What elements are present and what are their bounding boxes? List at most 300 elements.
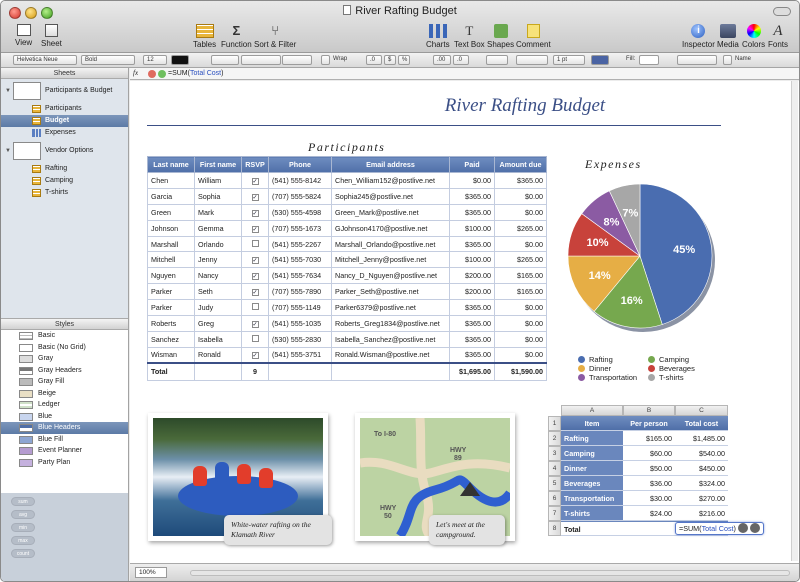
table-cell[interactable]: $365.00: [450, 347, 495, 363]
rsvp-checked-checkbox[interactable]: ✓: [252, 321, 258, 328]
cancel-formula-button[interactable]: [148, 70, 156, 78]
rafter-figure: [259, 468, 273, 488]
rsvp-checkbox-cell[interactable]: [242, 300, 269, 316]
border-select[interactable]: [486, 55, 508, 65]
table-row[interactable]: [148, 252, 547, 268]
align-left-buttons[interactable]: [211, 55, 239, 65]
format-bar: [1, 53, 799, 68]
table-row[interactable]: [148, 220, 547, 236]
rsvp-unchecked-checkbox[interactable]: [252, 240, 259, 247]
total-cell[interactable]: [332, 363, 450, 380]
table-cell[interactable]: Chen: [148, 173, 195, 189]
filter-icon: ⑂: [271, 23, 280, 38]
table-cell[interactable]: Sanchez: [148, 331, 195, 347]
table-cell[interactable]: Marshall: [148, 236, 195, 252]
accept-edit-icon[interactable]: [750, 523, 760, 533]
legend-item[interactable]: [648, 364, 695, 373]
increase-decimals-button[interactable]: .00: [433, 55, 451, 65]
legend-label: Camping: [659, 355, 690, 364]
style-item[interactable]: Basic (No Grid): [1, 342, 128, 354]
table-cell[interactable]: $270.00: [675, 491, 728, 506]
table-cell[interactable]: Green: [148, 204, 195, 220]
table-cell[interactable]: $50.00: [623, 461, 675, 476]
shapes-button[interactable]: Shapes: [487, 24, 514, 49]
row-number[interactable]: 3: [548, 446, 561, 461]
table-cell[interactable]: Parker: [148, 300, 195, 316]
table-cell[interactable]: $365.00: [495, 173, 547, 189]
style-item[interactable]: Basic: [1, 330, 128, 342]
rsvp-checkbox-cell[interactable]: [242, 331, 269, 347]
table-cell[interactable]: $165.00: [495, 284, 547, 300]
rsvp-checkbox-cell[interactable]: [242, 316, 269, 332]
map-caption[interactable]: Let's meet at the campground.: [429, 515, 505, 545]
table-cell[interactable]: (541) 555-1035: [269, 316, 332, 332]
table-cell[interactable]: $36.00: [623, 476, 675, 491]
style-item[interactable]: Blue Fill: [1, 434, 128, 446]
table-cell[interactable]: (707) 555-1673: [269, 220, 332, 236]
photo-caption[interactable]: White-water rafting on the Klamath River: [224, 515, 332, 545]
table-cell[interactable]: $30.00: [623, 491, 675, 506]
total-cell[interactable]: [195, 363, 242, 380]
pie-slice-label: 16%: [620, 294, 643, 307]
table-cell[interactable]: (541) 555-8142: [269, 173, 332, 189]
table-row[interactable]: [148, 316, 547, 332]
tables-button[interactable]: Tables: [193, 24, 216, 49]
column-letter-a[interactable]: A: [561, 405, 623, 416]
table-row[interactable]: [148, 188, 547, 204]
pie-slice-label: 8%: [603, 216, 620, 229]
text-box-icon: T: [465, 23, 474, 38]
sidebar-table-camping[interactable]: Camping: [1, 175, 128, 187]
decrease-decimals-button[interactable]: .0: [453, 55, 469, 65]
table-cell[interactable]: (707) 555-5824: [269, 188, 332, 204]
table-cell[interactable]: $265.00: [495, 252, 547, 268]
table-cell[interactable]: GJohnson4170@postlive.net: [332, 220, 450, 236]
row-number[interactable]: 1: [548, 416, 561, 431]
bar-chart-icon: [429, 24, 447, 38]
row-label[interactable]: Beverages: [561, 476, 623, 491]
column-letter-b[interactable]: B: [623, 405, 675, 416]
sidebar-sheet-participants-budget[interactable]: ▼ Participants & Budget: [1, 79, 128, 103]
table-cell[interactable]: $0.00: [495, 347, 547, 363]
table-cell[interactable]: $0.00: [495, 316, 547, 332]
style-item[interactable]: Gray Headers: [1, 365, 128, 377]
rsvp-checked-checkbox[interactable]: ✓: [252, 290, 258, 297]
total-cell[interactable]: Total: [148, 363, 195, 380]
column-header[interactable]: Item: [561, 416, 623, 431]
total-cell[interactable]: $1,590.00: [495, 363, 547, 380]
table-row[interactable]: [148, 173, 547, 189]
formula-input[interactable]: =SUM(Total Cost): [168, 70, 224, 77]
participants-table[interactable]: [147, 156, 547, 381]
legend-label: Transportation: [589, 373, 638, 382]
sigma-icon: Σ: [232, 23, 241, 38]
text-box-button[interactable]: T Text Box: [454, 23, 485, 49]
row-number[interactable]: 6: [548, 491, 561, 506]
accept-formula-button[interactable]: [158, 70, 166, 78]
column-header[interactable]: Last name: [148, 157, 195, 173]
rsvp-checkbox-cell[interactable]: [242, 204, 269, 220]
table-row[interactable]: [148, 236, 547, 252]
rsvp-checkbox-cell[interactable]: [242, 268, 269, 284]
table-cell[interactable]: (541) 555-7634: [269, 268, 332, 284]
total-cell[interactable]: $1,695.00: [450, 363, 495, 380]
rsvp-checked-checkbox[interactable]: ✓: [252, 258, 258, 265]
rsvp-checked-checkbox[interactable]: ✓: [252, 274, 258, 281]
table-cell[interactable]: Judy: [195, 300, 242, 316]
style-item[interactable]: Beige: [1, 388, 128, 400]
view-button[interactable]: View: [15, 24, 32, 47]
table-cell[interactable]: Gemma: [195, 220, 242, 236]
valign-buttons[interactable]: [282, 55, 312, 65]
style-item[interactable]: Party Plan: [1, 457, 128, 469]
view-icon: [17, 24, 31, 36]
table-cell[interactable]: (541) 555-3751: [269, 347, 332, 363]
style-swatch-icon: [19, 447, 33, 455]
name-checkbox[interactable]: [723, 55, 732, 65]
rsvp-checked-checkbox[interactable]: ✓: [252, 178, 258, 185]
legend-item[interactable]: [648, 373, 684, 382]
table-cell[interactable]: $365.00: [450, 300, 495, 316]
table-row[interactable]: [148, 268, 547, 284]
table-row[interactable]: [148, 331, 547, 347]
column-header[interactable]: Email address: [332, 157, 450, 173]
fonts-icon: A: [773, 23, 783, 39]
rsvp-checkbox-cell[interactable]: [242, 252, 269, 268]
titlebar: [1, 1, 799, 53]
table-cell[interactable]: $165.00: [623, 431, 675, 446]
fonts-button[interactable]: A Fonts: [768, 23, 789, 49]
stroke-color-well[interactable]: [591, 55, 609, 65]
table-cell[interactable]: $60.00: [623, 446, 675, 461]
table-cell[interactable]: Sophia: [195, 188, 242, 204]
pie-slice-label: 14%: [588, 270, 611, 282]
participants-table-title[interactable]: Participants: [308, 140, 386, 154]
rsvp-checkbox-cell[interactable]: [242, 173, 269, 189]
table-cell[interactable]: Chen_William152@postlive.net: [332, 173, 450, 189]
rafter-figure: [215, 462, 229, 482]
table-cell[interactable]: $450.00: [675, 461, 728, 476]
stroke-width-select[interactable]: 1 pt: [553, 55, 585, 65]
legend-label: Beverages: [659, 364, 695, 373]
function-min-button[interactable]: min: [11, 523, 35, 532]
table-cell[interactable]: $200.00: [450, 268, 495, 284]
chart-title[interactable]: Expenses: [585, 157, 642, 171]
table-cell[interactable]: $0.00: [495, 204, 547, 220]
row-label[interactable]: Rafting: [561, 431, 623, 446]
rsvp-checkbox-cell[interactable]: [242, 236, 269, 252]
table-cell[interactable]: Orlando: [195, 236, 242, 252]
color-wheel-icon: [747, 24, 761, 38]
style-swatch-icon: [19, 378, 33, 386]
currency-format-button[interactable]: $: [384, 55, 396, 65]
font-style-select[interactable]: Bold: [81, 55, 135, 65]
table-cell[interactable]: $100.00: [450, 252, 495, 268]
rsvp-checked-checkbox[interactable]: ✓: [252, 353, 258, 360]
document-icon: [343, 5, 351, 15]
sidebar-sheet-vendor-options[interactable]: ▼ Vendor Options: [1, 139, 128, 163]
align-center-buttons[interactable]: [241, 55, 281, 65]
legend-label: Dinner: [589, 364, 612, 373]
table-cell[interactable]: Johnson: [148, 220, 195, 236]
row-label[interactable]: Transportation: [561, 491, 623, 506]
media-icon: [720, 24, 736, 38]
header-rows-buttons[interactable]: [677, 55, 717, 65]
table-icon: [32, 189, 41, 197]
table-cell[interactable]: Seth: [195, 284, 242, 300]
table-cell[interactable]: (707) 555-1149: [269, 300, 332, 316]
column-header[interactable]: Per person: [623, 416, 675, 431]
table-cell[interactable]: $365.00: [450, 316, 495, 332]
table-cell[interactable]: Green_Mark@postlive.net: [332, 204, 450, 220]
table-cell[interactable]: Nancy_D_Nguyen@postlive.net: [332, 268, 450, 284]
pie-slice-label: 45%: [673, 244, 696, 256]
percent-format-button[interactable]: %: [398, 55, 410, 65]
style-item[interactable]: Blue: [1, 411, 128, 423]
table-cell[interactable]: $100.00: [450, 220, 495, 236]
table-cell[interactable]: $200.00: [450, 284, 495, 300]
table-cell[interactable]: (530) 555-2830: [269, 331, 332, 347]
fill-color-well[interactable]: [639, 55, 659, 65]
sidebar-table-tshirts[interactable]: T-shirts: [1, 187, 128, 199]
table-cell[interactable]: Ronald: [195, 347, 242, 363]
sidebar-table-rafting[interactable]: Rafting: [1, 163, 128, 175]
rsvp-unchecked-checkbox[interactable]: [252, 335, 259, 342]
rsvp-checkbox-cell[interactable]: [242, 347, 269, 363]
table-cell[interactable]: Isabella_Sanchez@postlive.net: [332, 331, 450, 347]
legend-swatch: [578, 356, 585, 363]
table-cell[interactable]: $365.00: [450, 331, 495, 347]
charts-button[interactable]: Charts: [426, 24, 450, 49]
table-cell[interactable]: Garcia: [148, 188, 195, 204]
row-number[interactable]: 4: [548, 461, 561, 476]
column-header[interactable]: RSVP: [242, 157, 269, 173]
table-cell[interactable]: Sophia245@postlive.net: [332, 188, 450, 204]
table-cell[interactable]: $24.00: [623, 506, 675, 521]
function-avg-button[interactable]: avg: [11, 510, 35, 519]
sheet-icon: [13, 142, 41, 160]
sort-filter-button[interactable]: ⑂ Sort & Filter: [254, 23, 297, 49]
table-cell[interactable]: Mitchell_Jenny@postlive.net: [332, 252, 450, 268]
colors-button[interactable]: Colors: [742, 24, 765, 49]
font-family-select[interactable]: Helvetica Neue: [13, 55, 77, 65]
row-number[interactable]: 7: [548, 506, 561, 521]
function-button[interactable]: Σ Function: [221, 23, 252, 49]
table-cell[interactable]: Marshall_Orlando@postlive.net: [332, 236, 450, 252]
table-cell[interactable]: Mitchell: [148, 252, 195, 268]
table-cell[interactable]: Isabella: [195, 331, 242, 347]
table-cell[interactable]: $0.00: [495, 188, 547, 204]
legend-swatch: [648, 374, 655, 381]
media-button[interactable]: Media: [717, 24, 739, 49]
toolbar-toggle-button[interactable]: [773, 7, 791, 16]
rsvp-checkbox-cell[interactable]: [242, 220, 269, 236]
table-cell[interactable]: Greg: [195, 316, 242, 332]
wrap-checkbox[interactable]: [321, 55, 330, 65]
table-cell[interactable]: $324.00: [675, 476, 728, 491]
rafter-figure: [237, 464, 251, 484]
table-cell[interactable]: (541) 555-7030: [269, 252, 332, 268]
column-header[interactable]: Amount due: [495, 157, 547, 173]
formula-bar: [130, 68, 799, 80]
style-swatch-icon: [19, 355, 33, 363]
table-cell[interactable]: $216.00: [675, 506, 728, 521]
map-road-label: To I-80: [374, 431, 397, 438]
sheet-canvas[interactable]: [130, 81, 799, 563]
total-row[interactable]: [148, 363, 547, 380]
document-title[interactable]: River Rafting Budget: [444, 95, 606, 116]
table-cell[interactable]: $365.00: [450, 204, 495, 220]
row-number[interactable]: 8: [548, 521, 561, 536]
shapes-icon: [494, 24, 508, 38]
text-color-well[interactable]: [171, 55, 189, 65]
expenses-pie-chart[interactable]: [560, 176, 730, 351]
table-cell[interactable]: Jenny: [195, 252, 242, 268]
decimal-format-button[interactable]: .0: [366, 55, 382, 65]
sidebar-table-participants[interactable]: Participants: [1, 103, 128, 115]
table-cell[interactable]: (541) 555-2267: [269, 236, 332, 252]
style-swatch-icon: [19, 424, 33, 432]
table-cell[interactable]: $265.00: [495, 220, 547, 236]
status-bar: [130, 563, 799, 581]
table-row[interactable]: [148, 284, 547, 300]
sidebar-table-budget[interactable]: Budget: [1, 115, 128, 127]
vertical-scrollbar[interactable]: [791, 81, 798, 561]
font-size-select[interactable]: 12: [143, 55, 167, 65]
fill-label: Fill:: [626, 56, 636, 62]
table-cell[interactable]: Roberts: [148, 316, 195, 332]
style-swatch-icon: [19, 367, 33, 375]
style-swatch-icon: [19, 401, 33, 409]
legend-label: T-shirts: [659, 373, 684, 382]
wrap-label: Wrap: [333, 56, 348, 62]
table-row[interactable]: [148, 347, 547, 363]
comment-button[interactable]: Comment: [516, 24, 551, 49]
table-cell[interactable]: (530) 555-4598: [269, 204, 332, 220]
row-label[interactable]: Camping: [561, 446, 623, 461]
total-label[interactable]: Total: [561, 521, 623, 536]
table-cell[interactable]: (707) 555-7890: [269, 284, 332, 300]
sidebar-chart-expenses[interactable]: Expenses: [1, 127, 128, 139]
row-number[interactable]: 2: [548, 431, 561, 446]
rsvp-unchecked-checkbox[interactable]: [252, 303, 259, 310]
column-header[interactable]: Total cost: [675, 416, 728, 431]
table-cell[interactable]: Parker: [148, 284, 195, 300]
style-item[interactable]: Event Planner: [1, 445, 128, 457]
legend-item[interactable]: [578, 364, 611, 373]
legend-item[interactable]: [648, 355, 689, 364]
table-cell[interactable]: $165.00: [495, 268, 547, 284]
pie-slice-label: 7%: [622, 207, 639, 220]
total-cell[interactable]: [623, 521, 675, 536]
function-sum-button[interactable]: sum: [11, 497, 35, 506]
style-swatch-icon: [19, 459, 33, 467]
table-cell[interactable]: William: [195, 173, 242, 189]
table-cell[interactable]: Nancy: [195, 268, 242, 284]
style-item[interactable]: Gray Fill: [1, 376, 128, 388]
table-row[interactable]: [148, 204, 547, 220]
sheet-button[interactable]: Sheet: [41, 24, 62, 48]
style-item-selected[interactable]: Blue Headers: [1, 422, 128, 434]
quick-functions-panel: [1, 493, 128, 581]
cell-formula-editor[interactable]: =SUM(Total Cost): [675, 522, 764, 535]
table-cell[interactable]: $540.00: [675, 446, 728, 461]
function-count-button[interactable]: count: [11, 549, 35, 558]
column-header[interactable]: Phone: [269, 157, 332, 173]
inspector-button[interactable]: i Inspector: [682, 25, 715, 49]
column-header[interactable]: First name: [195, 157, 242, 173]
style-swatch-icon: [19, 390, 33, 398]
rsvp-checked-checkbox[interactable]: ✓: [252, 226, 258, 233]
total-cell[interactable]: 9: [242, 363, 269, 380]
rsvp-checked-checkbox[interactable]: ✓: [252, 194, 258, 201]
rsvp-checked-checkbox[interactable]: ✓: [252, 210, 258, 217]
zoom-select[interactable]: 100%: [135, 567, 167, 578]
table-cell[interactable]: Ronald.Wisman@postlive.net: [332, 347, 450, 363]
rsvp-checkbox-cell[interactable]: [242, 188, 269, 204]
table-row[interactable]: [148, 300, 547, 316]
total-cell[interactable]: [269, 363, 332, 380]
table-cell[interactable]: Mark: [195, 204, 242, 220]
legend-item[interactable]: [578, 355, 613, 364]
column-header[interactable]: Paid: [450, 157, 495, 173]
table-icon: [32, 117, 41, 125]
style-item[interactable]: Ledger: [1, 399, 128, 411]
rafter-figure: [193, 466, 207, 486]
style-swatch-icon: [19, 413, 33, 421]
legend-swatch: [578, 374, 585, 381]
table-cell[interactable]: $0.00: [495, 300, 547, 316]
table-cell[interactable]: $0.00: [495, 331, 547, 347]
name-label: Name: [735, 56, 752, 62]
sheets-header: Sheets: [1, 68, 128, 79]
function-max-button[interactable]: max: [11, 536, 35, 545]
style-swatch-icon: [19, 344, 33, 352]
participants-table-body: [148, 173, 547, 381]
sheet-icon: [45, 24, 58, 37]
table-cell[interactable]: Parker_Seth@postlive.net: [332, 284, 450, 300]
sidebar: [1, 68, 129, 581]
style-swatch-icon: [19, 436, 33, 444]
info-icon: i: [691, 24, 705, 38]
legend-item[interactable]: [578, 373, 637, 382]
table-cell[interactable]: $1,485.00: [675, 431, 728, 446]
table-cell[interactable]: $0.00: [450, 173, 495, 189]
legend-swatch: [648, 356, 655, 363]
pie-slice-label: 10%: [586, 237, 609, 250]
table-cell[interactable]: $365.00: [450, 188, 495, 204]
styles-panel: [1, 318, 128, 493]
row-label[interactable]: T-shirts: [561, 506, 623, 521]
column-letter-c[interactable]: C: [675, 405, 728, 416]
row-label[interactable]: Dinner: [561, 461, 623, 476]
legend-swatch: [648, 365, 655, 372]
table-cell[interactable]: $365.00: [450, 236, 495, 252]
table-cell[interactable]: Parker6379@postlive.net: [332, 300, 450, 316]
stroke-style-select[interactable]: [516, 55, 548, 65]
table-cell[interactable]: Roberts_Greg1834@postlive.net: [332, 316, 450, 332]
cancel-edit-icon[interactable]: [738, 523, 748, 533]
table-cell[interactable]: Nguyen: [148, 268, 195, 284]
comment-icon: [527, 24, 540, 38]
rsvp-checkbox-cell[interactable]: [242, 284, 269, 300]
row-number[interactable]: 5: [548, 476, 561, 491]
table-cell[interactable]: Wisman: [148, 347, 195, 363]
table-cell[interactable]: $0.00: [495, 236, 547, 252]
disclosure-triangle-icon: ▼: [5, 148, 11, 154]
style-item[interactable]: Gray: [1, 353, 128, 365]
horizontal-scrollbar[interactable]: [190, 570, 790, 576]
